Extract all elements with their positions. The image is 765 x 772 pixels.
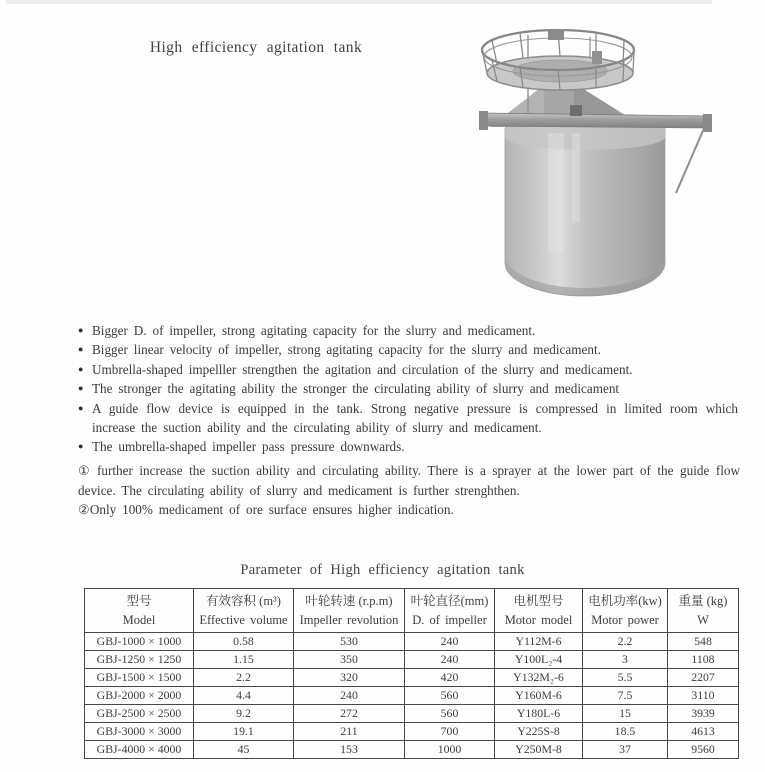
column-header-model — [85, 589, 194, 633]
header-zh: 电机型号 — [513, 593, 564, 608]
feature-text: Bigger linear velocity of impeller, strong agitating capacity for the slurry and medicament. — [92, 342, 601, 358]
cell-model: GBJ-1500 × 1500 — [85, 669, 194, 687]
cell-impeller-revolution: 350 — [294, 651, 405, 669]
cell-impeller-diameter: 560 — [405, 687, 495, 705]
cell-effective-volume: 45 — [194, 741, 294, 759]
cell-impeller-revolution: 530 — [294, 633, 405, 651]
cell-motor-power: 5.5 — [583, 669, 668, 687]
bullet-icon: ● — [78, 383, 84, 394]
cell-weight: 9560 — [668, 741, 739, 759]
table-row — [85, 687, 739, 705]
bullet-icon: ● — [78, 363, 84, 374]
cell-effective-volume: 4.4 — [194, 687, 294, 705]
cell-model: GBJ-1000 × 1000 — [85, 633, 194, 651]
note-item: ②Only 100% medicament of ore surface ensures higher indication. — [78, 502, 454, 518]
header-en: W — [697, 612, 709, 627]
cell-motor-power: 7.5 — [583, 687, 668, 705]
cell-model: GBJ-2500 × 2500 — [85, 705, 194, 723]
bullet-icon: ● — [78, 441, 84, 452]
column-header-motor-model — [495, 589, 583, 633]
column-header-impeller-revolution — [294, 589, 405, 633]
cell-impeller-revolution: 240 — [294, 687, 405, 705]
header-zh: 叶轮直径(mm) — [410, 593, 489, 608]
cell-impeller-diameter: 240 — [405, 633, 495, 651]
table-row — [85, 633, 739, 651]
cell-model: GBJ-2000 × 2000 — [85, 687, 194, 705]
cell-weight: 3939 — [668, 705, 739, 723]
feature-text: The umbrella-shaped impeller pass pressure downwards. — [92, 439, 405, 455]
cell-impeller-diameter: 420 — [405, 669, 495, 687]
cell-motor-model: Y160M-6 — [495, 687, 583, 705]
table-row — [85, 741, 739, 759]
feature-item — [80, 399, 738, 438]
feature-item — [80, 379, 738, 398]
cell-weight: 1108 — [668, 651, 739, 669]
feature-text: Umbrella-shaped impelller strengthen the agitation and circulation of the slurry and medicament. — [92, 361, 633, 377]
cell-motor-model: Y132M₂-6 — [495, 669, 583, 687]
cell-weight: 4613 — [668, 723, 739, 741]
column-header-effective-volume — [194, 589, 294, 633]
cell-motor-model: Y225S-8 — [495, 723, 583, 741]
cell-effective-volume: 0.58 — [194, 633, 294, 651]
cell-model: GBJ-4000 × 4000 — [85, 741, 194, 759]
feature-item — [80, 437, 738, 456]
notes-section — [78, 461, 740, 520]
agitation-tank-photo — [472, 25, 764, 333]
cell-model: GBJ-3000 × 3000 — [85, 723, 194, 741]
feature-item — [80, 321, 738, 340]
cell-motor-power: 37 — [583, 741, 668, 759]
feature-item — [80, 340, 738, 359]
header-en: Motor power — [591, 612, 659, 627]
cell-motor-model: Y100L₂-4 — [495, 651, 583, 669]
feature-text: Bigger D. of impeller, strong agitating capacity for the slurry and medicament. — [92, 323, 536, 338]
feature-list — [80, 321, 738, 457]
page-edge-strip — [6, 0, 712, 4]
header-en: Impeller revolution — [299, 612, 399, 627]
cell-impeller-revolution: 153 — [294, 741, 405, 759]
feature-item — [80, 360, 738, 379]
table-row — [85, 669, 739, 687]
cell-motor-model: Y112M-6 — [495, 633, 583, 651]
table-row — [85, 705, 739, 723]
cell-motor-power: 2.2 — [583, 633, 668, 651]
table-header-row — [85, 589, 739, 633]
cell-weight: 548 — [668, 633, 739, 651]
bullet-icon: ● — [78, 325, 84, 335]
cell-motor-model: Y180L-6 — [495, 705, 583, 723]
cell-weight: 3110 — [668, 687, 739, 705]
header-en: Model — [122, 612, 156, 627]
cell-impeller-revolution: 211 — [294, 723, 405, 741]
cell-motor-power: 15 — [583, 705, 668, 723]
cell-effective-volume: 1.15 — [194, 651, 294, 669]
header-en: D. of impeller — [412, 612, 487, 627]
feature-text: The stronger the agitating ability the stronger the circulating ability of slurry and medicament — [92, 381, 620, 397]
column-header-weight — [668, 589, 739, 633]
header-en: Motor model — [504, 612, 573, 627]
cell-impeller-diameter: 1000 — [405, 741, 495, 759]
header-zh: 叶轮转速 (r.p.m) — [305, 593, 393, 608]
header-zh: 有效容积 (m³) — [206, 593, 281, 608]
header-zh: 型号 — [126, 593, 152, 608]
cell-model: GBJ-1250 × 1250 — [85, 651, 194, 669]
column-header-impeller-diameter — [405, 589, 495, 633]
parameters-table — [84, 588, 739, 759]
cell-effective-volume: 19.1 — [194, 723, 294, 741]
cell-motor-model: Y250M-8 — [495, 741, 583, 759]
cell-impeller-diameter: 700 — [405, 723, 495, 741]
header-zh: 电机功率(kw) — [588, 593, 662, 608]
table-row — [85, 723, 739, 741]
cell-effective-volume: 2.2 — [194, 669, 294, 687]
table-title: Parameter of High efficiency agitation tank — [240, 562, 525, 578]
cell-motor-power: 18.5 — [583, 723, 668, 741]
header-zh: 重量 (kg) — [678, 593, 728, 608]
table-row — [85, 651, 739, 669]
page-title: High efficiency agitation tank — [149, 39, 363, 56]
bullet-icon: ● — [78, 402, 84, 413]
cell-impeller-revolution: 272 — [294, 705, 405, 723]
cell-impeller-diameter: 560 — [405, 705, 495, 723]
cell-impeller-diameter: 240 — [405, 651, 495, 669]
cell-weight: 2207 — [668, 669, 739, 687]
note-item: ① further increase the suction ability and circulating ability. There is a sprayer at the lower part of the guide flow device. The circulating ability of slurry and medicament is further strenghthen. — [78, 463, 740, 498]
column-header-motor-power — [583, 589, 668, 633]
feature-text: A guide flow device is equipped in the tank. Strong negative pressure is compressed in limited room which increase the suction ability and the circulating ability of slurry and medicament. — [92, 400, 738, 436]
cell-effective-volume: 9.2 — [194, 705, 294, 723]
header-en: Effective volume — [199, 612, 288, 627]
cell-impeller-revolution: 320 — [294, 669, 405, 687]
cell-motor-power: 3 — [583, 651, 668, 669]
bullet-icon: ● — [78, 344, 84, 355]
